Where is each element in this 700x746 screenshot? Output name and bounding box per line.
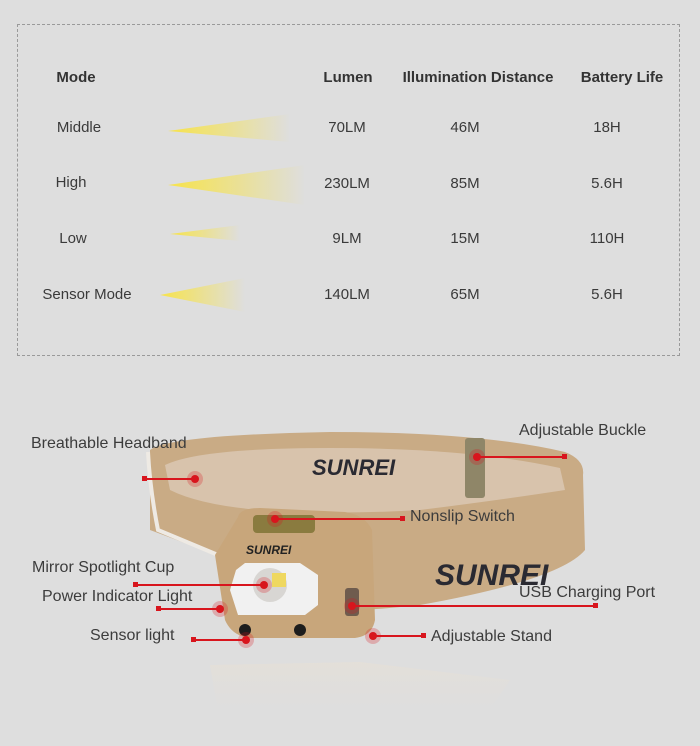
row-battery: 18H <box>593 119 621 136</box>
callout-line <box>374 635 424 637</box>
row-distance: 65M <box>450 286 480 303</box>
callout-power-label: Power Indicator Light <box>42 588 193 605</box>
beam-graphics <box>0 0 700 360</box>
row-distance: 15M <box>450 230 480 247</box>
callout-line <box>136 584 264 586</box>
row-mode: Low <box>59 230 87 247</box>
callout-stand-label: Adjustable Stand <box>431 628 552 645</box>
row-mode: Sensor Mode <box>42 286 132 303</box>
callout-headband-label: Breathable Headband <box>31 435 187 452</box>
callout-marker-icon <box>400 516 405 521</box>
row-battery: 110H <box>589 230 625 247</box>
callout-line <box>145 478 195 480</box>
callout-switch-label: Nonslip Switch <box>410 508 515 525</box>
row-mode: Middle <box>56 119 102 136</box>
header-battery: Battery Life <box>580 69 664 86</box>
brand-logo-side: SUNREI <box>435 559 549 592</box>
callout-line <box>478 456 565 458</box>
callout-sensor-label: Sensor light <box>90 627 175 644</box>
callout-marker-icon <box>562 454 567 459</box>
header-lumen: Lumen <box>323 69 373 86</box>
row-battery: 5.6H <box>591 286 623 303</box>
callout-marker-icon <box>593 603 598 608</box>
header-distance: Illumination Distance <box>402 69 554 86</box>
callout-marker-icon <box>421 633 426 638</box>
callout-line <box>276 518 403 520</box>
brand-logo-body: SUNREI <box>246 543 292 557</box>
callout-dot-icon <box>191 475 199 483</box>
header-mode: Mode <box>56 69 96 86</box>
row-mode: High <box>55 174 87 191</box>
row-lumen: 70LM <box>328 119 366 136</box>
row-lumen: 140LM <box>324 286 370 303</box>
callout-dot-icon <box>216 605 224 613</box>
brand-logo-top: SUNREI <box>312 455 396 480</box>
row-lumen: 9LM <box>332 230 362 247</box>
row-battery: 5.6H <box>591 175 623 192</box>
row-lumen: 230LM <box>324 175 370 192</box>
callout-line <box>159 608 219 610</box>
callout-buckle-label: Adjustable Buckle <box>519 422 647 439</box>
row-distance: 85M <box>450 175 480 192</box>
callout-usb-label: USB Charging Port <box>519 584 656 601</box>
callout-line <box>194 639 244 641</box>
beam-middle-icon <box>168 114 290 142</box>
beam-sensor-icon <box>160 278 245 312</box>
beam-low-icon <box>170 225 240 241</box>
callout-dot-icon <box>242 636 250 644</box>
row-distance: 46M <box>450 119 480 136</box>
callout-dot-icon <box>260 581 268 589</box>
callout-cup-label: Mirror Spotlight Cup <box>32 559 175 576</box>
beam-high-icon <box>168 165 305 205</box>
callout-line <box>353 605 596 607</box>
